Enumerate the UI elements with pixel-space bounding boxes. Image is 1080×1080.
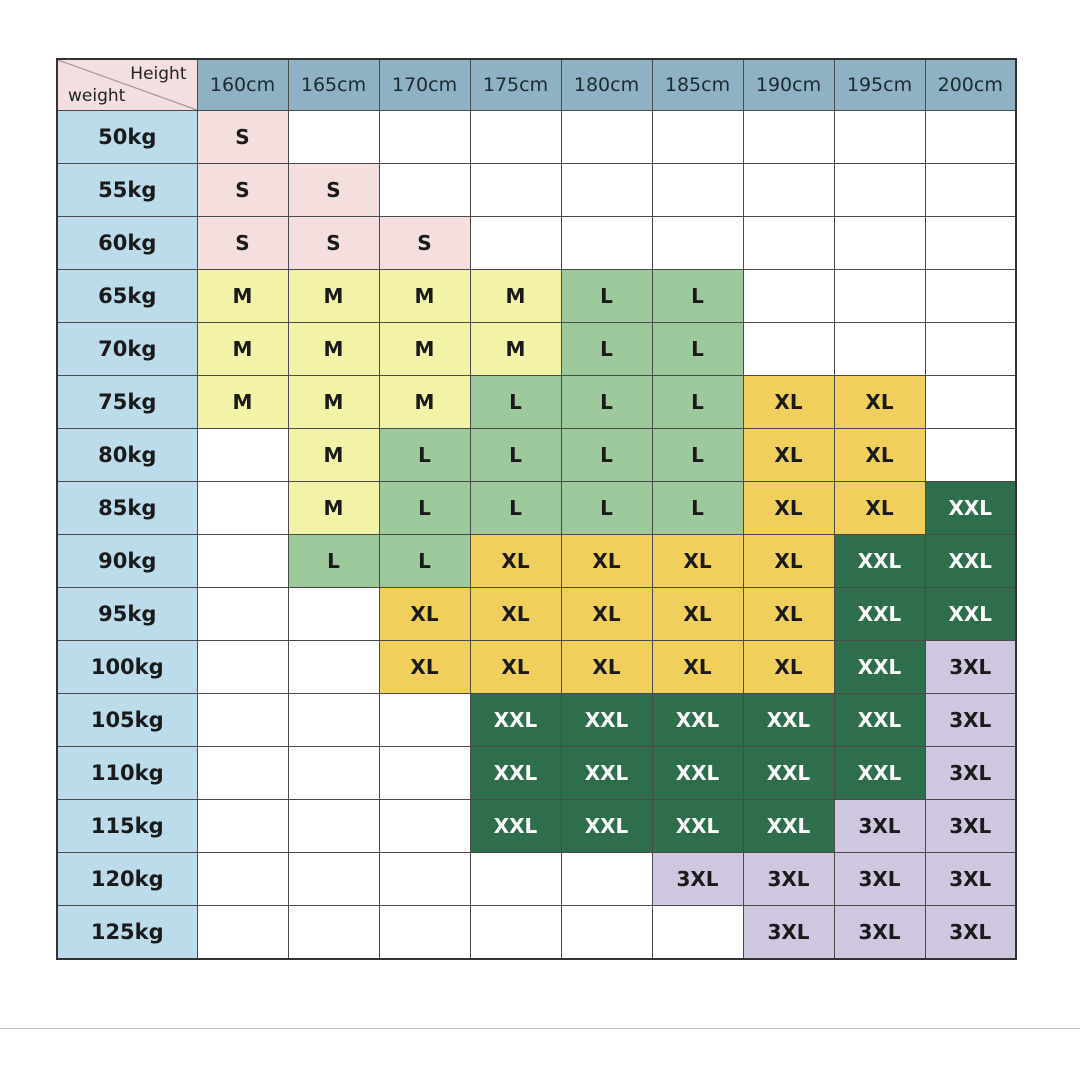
- height-header: 175cm: [470, 59, 561, 111]
- empty-cell: [834, 323, 925, 376]
- empty-cell: [379, 906, 470, 960]
- size-cell: XL: [652, 588, 743, 641]
- table-row: [57, 588, 1016, 641]
- size-cell: L: [379, 535, 470, 588]
- size-cell: M: [288, 376, 379, 429]
- size-cell: XXL: [561, 747, 652, 800]
- size-cell: M: [288, 323, 379, 376]
- size-cell: XXL: [470, 800, 561, 853]
- empty-cell: [743, 164, 834, 217]
- size-cell: S: [288, 164, 379, 217]
- empty-cell: [652, 906, 743, 960]
- empty-cell: [288, 588, 379, 641]
- empty-cell: [379, 111, 470, 164]
- empty-cell: [379, 800, 470, 853]
- size-cell: XL: [743, 376, 834, 429]
- size-cell: XL: [470, 535, 561, 588]
- weight-label: 110kg: [57, 747, 197, 800]
- size-cell: XXL: [652, 694, 743, 747]
- corner-cell: [57, 59, 197, 111]
- size-cell: L: [470, 376, 561, 429]
- size-cell: XXL: [834, 588, 925, 641]
- size-cell: 3XL: [925, 694, 1016, 747]
- table-row: [57, 482, 1016, 535]
- empty-cell: [470, 853, 561, 906]
- size-cell: XXL: [652, 800, 743, 853]
- size-cell: XXL: [652, 747, 743, 800]
- weight-label: 75kg: [57, 376, 197, 429]
- size-cell: L: [652, 429, 743, 482]
- empty-cell: [834, 270, 925, 323]
- weight-label: 100kg: [57, 641, 197, 694]
- empty-cell: [197, 429, 288, 482]
- weight-label: 70kg: [57, 323, 197, 376]
- empty-cell: [197, 641, 288, 694]
- empty-cell: [561, 111, 652, 164]
- size-cell: M: [470, 323, 561, 376]
- size-cell: L: [470, 429, 561, 482]
- size-cell: XXL: [834, 641, 925, 694]
- size-cell: XL: [652, 641, 743, 694]
- table-row: [57, 800, 1016, 853]
- size-cell: XXL: [561, 800, 652, 853]
- size-cell: XL: [470, 641, 561, 694]
- size-cell: L: [561, 482, 652, 535]
- weight-label: 85kg: [57, 482, 197, 535]
- size-cell: XL: [652, 535, 743, 588]
- bottom-divider: [0, 1028, 1080, 1029]
- size-cell: 3XL: [652, 853, 743, 906]
- empty-cell: [379, 747, 470, 800]
- weight-label: 125kg: [57, 906, 197, 960]
- empty-cell: [379, 694, 470, 747]
- empty-cell: [197, 535, 288, 588]
- empty-cell: [652, 217, 743, 270]
- size-cell: 3XL: [743, 853, 834, 906]
- weight-label: 120kg: [57, 853, 197, 906]
- size-cell: M: [379, 270, 470, 323]
- empty-cell: [561, 164, 652, 217]
- size-cell: XXL: [834, 747, 925, 800]
- size-cell: M: [288, 482, 379, 535]
- size-cell: XXL: [561, 694, 652, 747]
- empty-cell: [925, 111, 1016, 164]
- size-chart-body: [57, 111, 1016, 960]
- table-row: [57, 270, 1016, 323]
- size-chart-table: [56, 58, 1017, 960]
- size-cell: L: [470, 482, 561, 535]
- empty-cell: [197, 588, 288, 641]
- weight-label: 115kg: [57, 800, 197, 853]
- size-cell: XL: [470, 588, 561, 641]
- empty-cell: [743, 270, 834, 323]
- empty-cell: [925, 217, 1016, 270]
- size-cell: XL: [379, 588, 470, 641]
- size-cell: L: [561, 323, 652, 376]
- empty-cell: [379, 164, 470, 217]
- weight-label: 60kg: [57, 217, 197, 270]
- size-cell: XL: [834, 482, 925, 535]
- size-cell: 3XL: [925, 800, 1016, 853]
- size-cell: XL: [743, 482, 834, 535]
- size-cell: XXL: [834, 535, 925, 588]
- weight-label: 65kg: [57, 270, 197, 323]
- size-cell: XL: [561, 641, 652, 694]
- empty-cell: [288, 906, 379, 960]
- size-cell: L: [379, 482, 470, 535]
- empty-cell: [925, 376, 1016, 429]
- size-cell: XXL: [925, 588, 1016, 641]
- empty-cell: [470, 164, 561, 217]
- empty-cell: [197, 800, 288, 853]
- weight-label: 105kg: [57, 694, 197, 747]
- empty-cell: [288, 800, 379, 853]
- size-cell: XL: [743, 429, 834, 482]
- weight-label: 50kg: [57, 111, 197, 164]
- table-row: [57, 376, 1016, 429]
- size-cell: XL: [561, 535, 652, 588]
- empty-cell: [288, 641, 379, 694]
- empty-cell: [379, 853, 470, 906]
- size-cell: XL: [743, 535, 834, 588]
- table-row: [57, 217, 1016, 270]
- size-cell: XL: [379, 641, 470, 694]
- size-cell: L: [561, 270, 652, 323]
- size-cell: L: [652, 270, 743, 323]
- size-cell: XXL: [743, 747, 834, 800]
- empty-cell: [925, 429, 1016, 482]
- empty-cell: [288, 747, 379, 800]
- size-cell: 3XL: [925, 641, 1016, 694]
- empty-cell: [834, 217, 925, 270]
- height-header: 200cm: [925, 59, 1016, 111]
- size-cell: S: [197, 217, 288, 270]
- empty-cell: [288, 111, 379, 164]
- empty-cell: [743, 111, 834, 164]
- size-cell: XL: [834, 429, 925, 482]
- size-cell: XXL: [743, 800, 834, 853]
- empty-cell: [470, 906, 561, 960]
- size-cell: L: [288, 535, 379, 588]
- empty-cell: [834, 164, 925, 217]
- empty-cell: [925, 164, 1016, 217]
- empty-cell: [834, 111, 925, 164]
- size-cell: L: [561, 429, 652, 482]
- height-header: 195cm: [834, 59, 925, 111]
- size-cell: XXL: [925, 535, 1016, 588]
- table-row: [57, 747, 1016, 800]
- empty-cell: [925, 323, 1016, 376]
- size-cell: XXL: [743, 694, 834, 747]
- size-cell: L: [561, 376, 652, 429]
- empty-cell: [743, 217, 834, 270]
- height-header: 180cm: [561, 59, 652, 111]
- table-row: [57, 111, 1016, 164]
- size-cell: L: [652, 482, 743, 535]
- size-cell: XL: [834, 376, 925, 429]
- size-cell: M: [288, 270, 379, 323]
- size-cell: M: [197, 323, 288, 376]
- header-row: [57, 59, 1016, 111]
- size-cell: XXL: [834, 694, 925, 747]
- height-header: 170cm: [379, 59, 470, 111]
- size-cell: 3XL: [743, 906, 834, 960]
- table-row: [57, 429, 1016, 482]
- size-cell: XL: [561, 588, 652, 641]
- empty-cell: [561, 906, 652, 960]
- size-cell: 3XL: [925, 747, 1016, 800]
- table-row: [57, 853, 1016, 906]
- empty-cell: [652, 164, 743, 217]
- size-cell: S: [197, 164, 288, 217]
- empty-cell: [743, 323, 834, 376]
- size-cell: 3XL: [925, 906, 1016, 960]
- size-cell: M: [288, 429, 379, 482]
- height-header: 160cm: [197, 59, 288, 111]
- table-row: [57, 641, 1016, 694]
- empty-cell: [288, 694, 379, 747]
- height-header: 165cm: [288, 59, 379, 111]
- size-cell: XXL: [470, 747, 561, 800]
- size-cell: M: [379, 323, 470, 376]
- empty-cell: [197, 694, 288, 747]
- table-row: [57, 164, 1016, 217]
- height-header: 185cm: [652, 59, 743, 111]
- table-row: [57, 906, 1016, 960]
- table-row: [57, 323, 1016, 376]
- height-axis-label: Height: [130, 64, 187, 84]
- size-cell: XXL: [470, 694, 561, 747]
- empty-cell: [197, 747, 288, 800]
- size-cell: M: [470, 270, 561, 323]
- size-cell: M: [197, 376, 288, 429]
- size-cell: S: [379, 217, 470, 270]
- weight-label: 80kg: [57, 429, 197, 482]
- empty-cell: [561, 217, 652, 270]
- weight-label: 90kg: [57, 535, 197, 588]
- size-cell: 3XL: [834, 906, 925, 960]
- size-cell: M: [197, 270, 288, 323]
- size-cell: 3XL: [834, 853, 925, 906]
- size-cell: S: [197, 111, 288, 164]
- empty-cell: [288, 853, 379, 906]
- size-cell: 3XL: [925, 853, 1016, 906]
- size-cell: L: [652, 376, 743, 429]
- size-cell: L: [379, 429, 470, 482]
- size-cell: XL: [743, 588, 834, 641]
- height-header: 190cm: [743, 59, 834, 111]
- table-row: [57, 694, 1016, 747]
- empty-cell: [652, 111, 743, 164]
- weight-label: 95kg: [57, 588, 197, 641]
- empty-cell: [561, 853, 652, 906]
- size-cell: XL: [743, 641, 834, 694]
- size-cell: M: [379, 376, 470, 429]
- table-row: [57, 535, 1016, 588]
- weight-axis-label: weight: [68, 86, 126, 106]
- size-cell: 3XL: [834, 800, 925, 853]
- empty-cell: [470, 217, 561, 270]
- size-cell: L: [652, 323, 743, 376]
- empty-cell: [197, 482, 288, 535]
- empty-cell: [925, 270, 1016, 323]
- size-cell: S: [288, 217, 379, 270]
- empty-cell: [197, 906, 288, 960]
- size-cell: XXL: [925, 482, 1016, 535]
- empty-cell: [470, 111, 561, 164]
- weight-label: 55kg: [57, 164, 197, 217]
- empty-cell: [197, 853, 288, 906]
